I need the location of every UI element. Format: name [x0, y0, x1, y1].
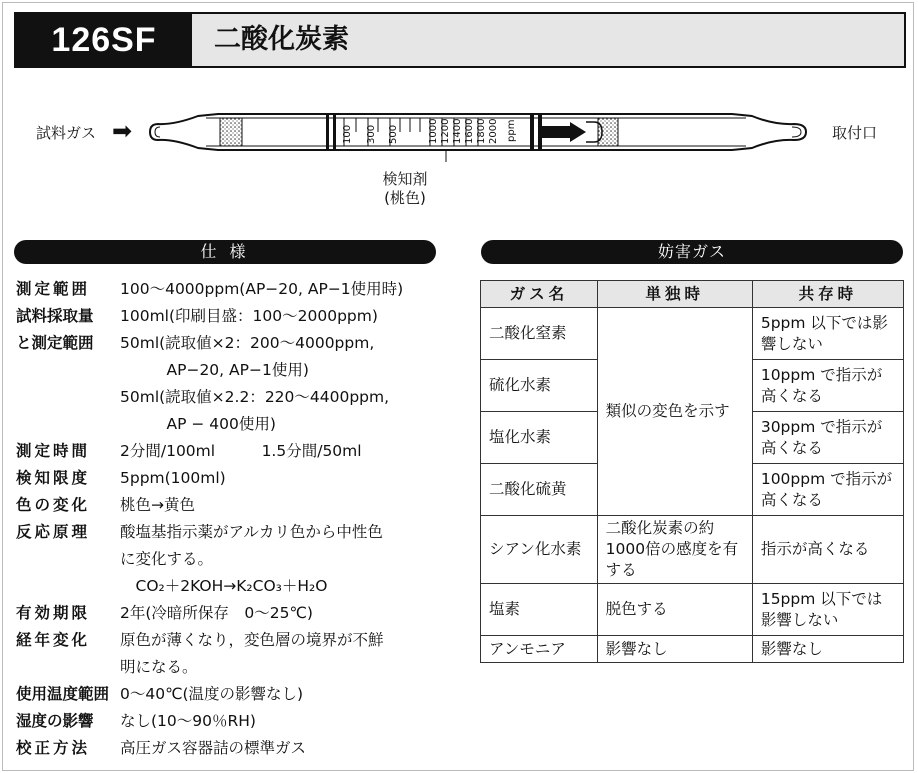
coexist-effect: 30ppm で指示が高くなる — [752, 412, 903, 464]
spec-value-line: 100～4000ppm(AP−20, AP−1使用時) — [120, 280, 404, 298]
scale-label: 100 — [342, 124, 353, 144]
spec-row — [16, 681, 456, 708]
col-header-coexist: 共存時 — [752, 281, 903, 308]
spec-value-line: 5ppm(100ml) — [120, 469, 226, 487]
spec-label-text: 湿度の影響 — [16, 712, 94, 730]
table-header-row — [481, 281, 904, 308]
reagent-label — [370, 170, 440, 208]
coexist-effect: 影響なし — [752, 636, 903, 663]
coexist-effect: 10ppm で指示が高くなる — [752, 360, 903, 412]
single-effect: 脱色する — [597, 584, 752, 636]
spec-list — [16, 276, 456, 762]
spec-value — [120, 438, 456, 465]
spec-value-line: 50ml(読取値×2：200～4000ppm, — [120, 334, 375, 352]
spec-value-line: 50ml(読取値×2.2：220～4400ppm, — [120, 388, 390, 406]
reagent-color: (桃色) — [384, 189, 426, 207]
spec-row — [16, 276, 456, 303]
inlet-label: 試料ガス — [36, 124, 97, 142]
spec-value-line: CO₂＋2KOH→K₂CO₃＋H₂O — [120, 577, 328, 595]
spec-value-line: なし(10～90％RH) — [120, 712, 256, 730]
spec-label — [16, 303, 120, 438]
spec-label-text: と測定範囲 — [16, 334, 94, 352]
spec-label — [16, 627, 120, 681]
spec-label-text: 色の変化 — [16, 496, 91, 514]
spec-label — [16, 708, 120, 735]
gas-name: 二酸化硫黄 — [481, 464, 598, 516]
spec-value-line: に変化する。 — [120, 550, 214, 568]
coexist-effect: 指示が高くなる — [752, 516, 903, 584]
spec-row — [16, 600, 456, 627]
scale-label: 2000 — [488, 118, 499, 144]
product-code: 126SF — [16, 14, 192, 66]
spec-value — [120, 465, 456, 492]
col-header-single: 単独時 — [597, 281, 752, 308]
gas-name: アンモニア — [481, 636, 598, 663]
table-row — [481, 636, 904, 663]
spec-value-line: 高圧ガス容器詰の標準ガス — [120, 739, 307, 757]
spec-label — [16, 600, 120, 627]
spec-value — [120, 492, 456, 519]
scale-label: 1800 — [476, 118, 487, 144]
spec-value-line: AP−20, AP−1使用) — [120, 361, 309, 379]
spec-label — [16, 465, 120, 492]
title-header — [14, 12, 906, 68]
scale-label: 1000 — [428, 118, 439, 144]
scale-label: 300 — [366, 124, 377, 144]
spec-label-text: 試料採取量 — [16, 307, 94, 325]
spec-row — [16, 735, 456, 762]
spec-row — [16, 492, 456, 519]
scale-label: 1600 — [464, 118, 475, 144]
interference-section-title: 妨害ガス — [481, 240, 903, 264]
spec-value — [120, 708, 456, 735]
detector-tube-diagram — [146, 102, 822, 162]
spec-value — [120, 303, 456, 438]
spec-row — [16, 519, 456, 600]
spec-label-text: 校正方法 — [16, 739, 91, 757]
spec-label — [16, 519, 120, 600]
spec-value — [120, 627, 456, 681]
spec-value-line: 0～40℃(温度の影響なし) — [120, 685, 304, 703]
spec-value-line: AP − 400使用) — [120, 415, 276, 433]
spec-value — [120, 600, 456, 627]
inlet-arrow-icon: ➡ — [112, 117, 133, 145]
spec-value — [120, 276, 456, 303]
gas-name: 二酸化窒素 — [481, 308, 598, 360]
spec-label-text: 測定時間 — [16, 442, 91, 460]
spec-row — [16, 438, 456, 465]
spec-label-text: 経年変化 — [16, 631, 91, 649]
single-effect: 二酸化炭素の約1000倍の感度を有する — [597, 516, 752, 584]
spec-label — [16, 276, 120, 303]
coexist-effect: 100ppm で指示が高くなる — [752, 464, 903, 516]
col-header-gas: ガス名 — [481, 281, 598, 308]
spec-value-line: 酸塩基指示薬がアルカリ色から中性色 — [120, 523, 383, 541]
interference-table — [480, 280, 904, 663]
spec-value-line: 明になる。 — [120, 658, 198, 676]
scale-unit: ppm — [506, 119, 517, 142]
gas-name: 硫化水素 — [481, 360, 598, 412]
shared-single-effect: 類似の変色を示す — [597, 308, 752, 516]
spec-row — [16, 303, 456, 438]
spec-row — [16, 465, 456, 492]
spec-label — [16, 681, 120, 708]
gas-name: シアン化水素 — [481, 516, 598, 584]
outlet-label: 取付口 — [832, 124, 878, 142]
spec-row — [16, 708, 456, 735]
spec-label-text: 反応原理 — [16, 523, 91, 541]
single-effect: 影響なし — [597, 636, 752, 663]
table-row — [481, 584, 904, 636]
product-name: 二酸化炭素 — [192, 14, 904, 66]
spec-label-text: 検知限度 — [16, 469, 91, 487]
spec-value — [120, 735, 456, 762]
coexist-effect: 15ppm 以下では影響しない — [752, 584, 903, 636]
spec-value — [120, 681, 456, 708]
scale-label: 500 — [388, 124, 399, 144]
spec-label — [16, 492, 120, 519]
spec-label-text: 有効期限 — [16, 604, 91, 622]
spec-label-text: 使用温度範囲 — [16, 685, 110, 703]
scale-label: 1200 — [440, 118, 451, 144]
spec-value — [120, 519, 456, 600]
scale-label: 1400 — [452, 118, 463, 144]
coexist-effect: 5ppm 以下では影響しない — [752, 308, 903, 360]
spec-label-text: 測定範囲 — [16, 280, 91, 298]
spec-value-line: 桃色→黄色 — [120, 496, 195, 514]
gas-name: 塩素 — [481, 584, 598, 636]
spec-value-line: 原色が薄くなり，変色層の境界が不鮮 — [120, 631, 384, 649]
spec-value-line: 2分間/100ml 1.5分間/50ml — [120, 442, 362, 460]
spec-row — [16, 627, 456, 681]
spec-value-line: 2年(冷暗所保存 0～25℃) — [120, 604, 313, 622]
spec-label — [16, 438, 120, 465]
table-row — [481, 516, 904, 584]
spec-value-line: 100ml(印刷目盛：100～2000ppm) — [120, 307, 378, 325]
gas-name: 塩化水素 — [481, 412, 598, 464]
table-row — [481, 308, 904, 360]
reagent-name: 検知剤 — [382, 170, 428, 188]
spec-label — [16, 735, 120, 762]
spec-section-title: 仕 様 — [14, 240, 436, 264]
